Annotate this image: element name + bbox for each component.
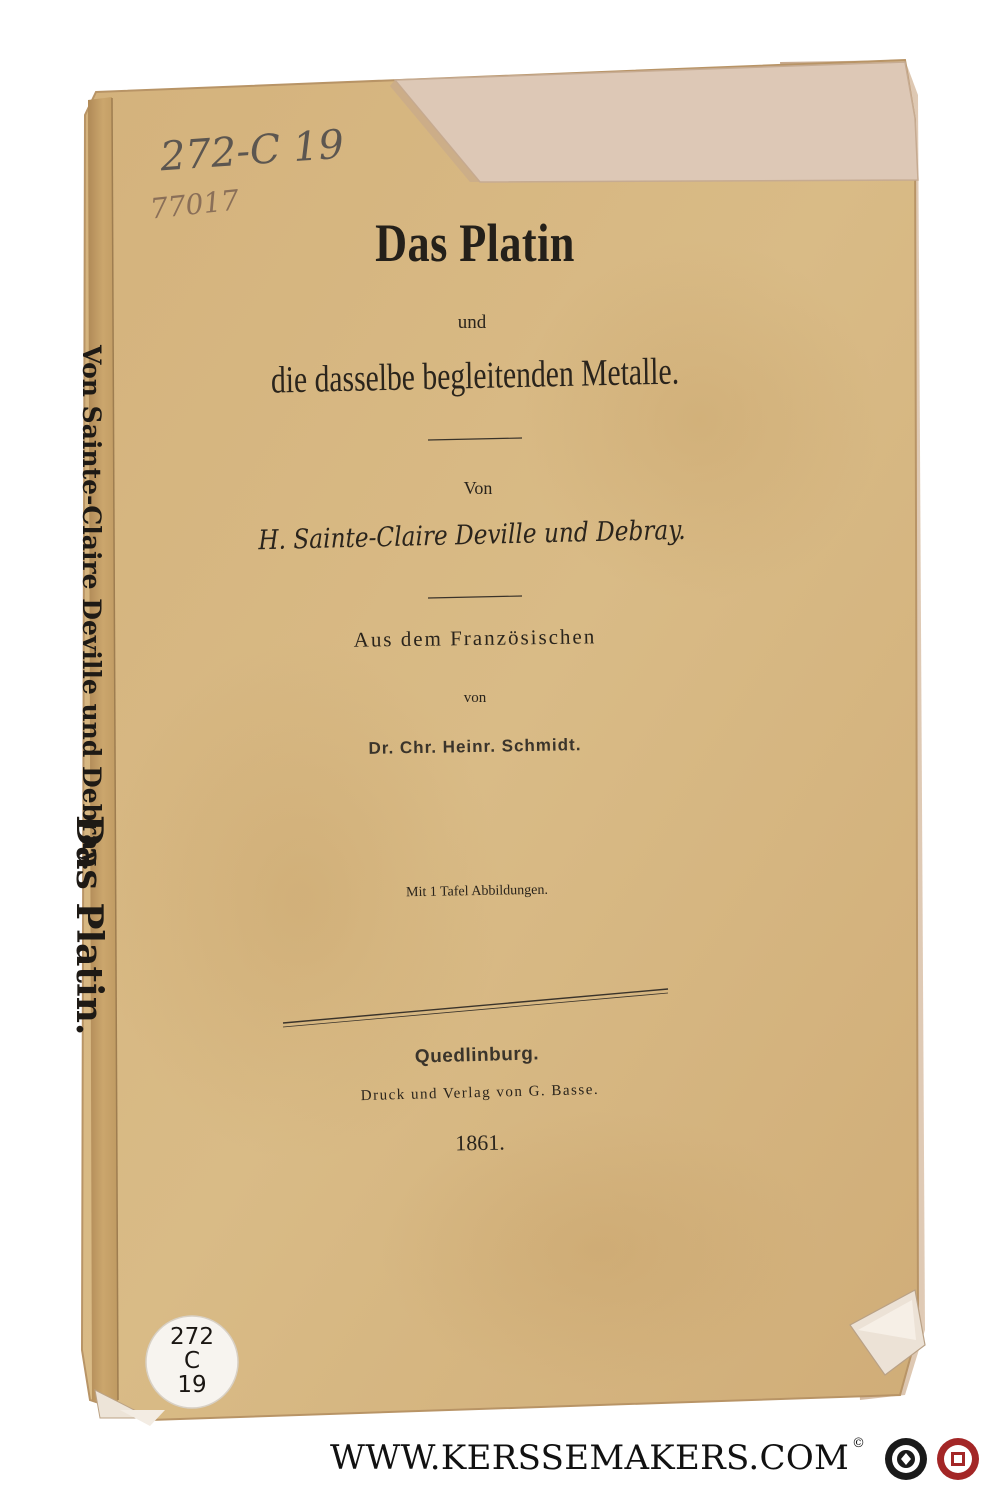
dealers-association-seal-icon xyxy=(884,1437,928,1481)
sticker-line-3: 19 xyxy=(177,1372,207,1398)
plates-note: Mit 1 Tafel Abbildungen. xyxy=(405,882,549,901)
website-watermark: WWW.KERSSEMAKERS.COM xyxy=(330,1438,850,1478)
publication-place: Quedlinburg. xyxy=(414,1043,540,1068)
ilab-seal-icon xyxy=(936,1437,980,1481)
handwritten-call-number: 272-C 19 xyxy=(158,121,346,181)
translation-note: Aus dem Französischen xyxy=(353,624,597,652)
sticker-line-1: 272 xyxy=(170,1324,214,1350)
publisher-imprint: Druck und Verlag von G. Basse. xyxy=(360,1081,600,1105)
book-translator: Dr. Chr. Heinr. Schmidt. xyxy=(368,735,582,758)
spine-title: Das Platin. xyxy=(68,815,110,1036)
copyright-symbol: © xyxy=(852,1436,865,1451)
handwritten-accession-number: 77017 xyxy=(148,183,241,226)
title-flap xyxy=(395,62,918,182)
by-label: Von xyxy=(463,478,493,498)
spine-authors: Von Sainte-Claire Deville und Debray. xyxy=(77,345,106,871)
book-authors: H. Sainte-Claire Deville und Debray. xyxy=(258,514,686,557)
book-title: Das Platin xyxy=(375,213,575,273)
sticker-line-2: C xyxy=(183,1348,201,1374)
by-label-translator: von xyxy=(463,690,487,706)
book-subtitle: die dasselbe begleitenden Metalle. xyxy=(270,350,680,402)
title-conjunction: und xyxy=(457,312,487,333)
publication-year: 1861. xyxy=(455,1129,505,1156)
